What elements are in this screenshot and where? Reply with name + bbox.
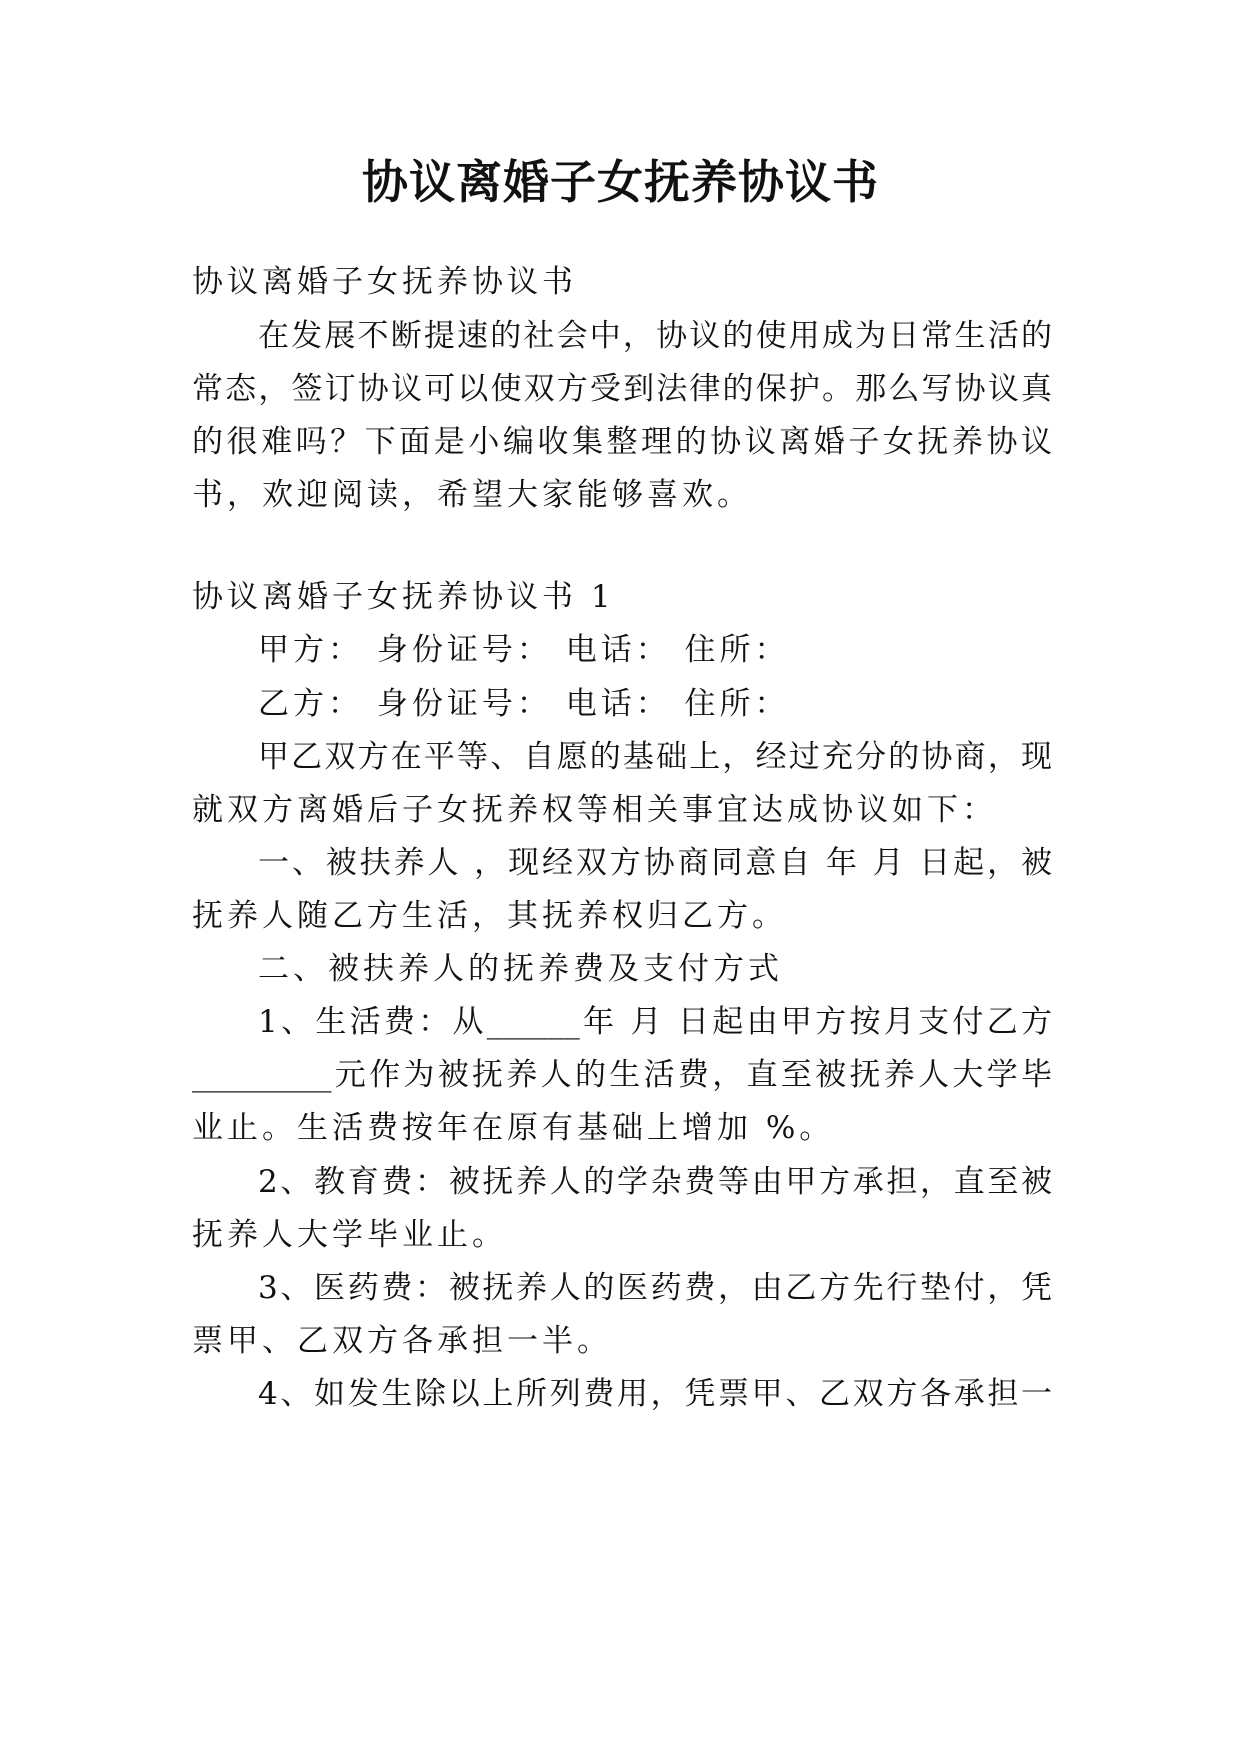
clause-line: 抚养人大学毕业止。	[192, 1217, 507, 1253]
party-b-line: 乙方： 身份证号： 电话： 住所：	[258, 686, 790, 722]
paragraph-line: 的很难吗？下面是小编收集整理的协议离婚子女抚养协议	[192, 424, 1052, 460]
clause-line: 一、被扶养人 ，现经双方协商同意自 年 月 日起，被	[258, 845, 1052, 881]
document-title: 协议离婚子女抚养协议书	[362, 155, 879, 209]
paragraph-line: 常态，签订协议可以使双方受到法律的保护。那么写协议真	[192, 371, 1052, 407]
paragraph-line: 就双方离婚后子女抚养权等相关事宜达成协议如下：	[192, 792, 997, 828]
section-heading: 协议离婚子女抚养协议书 1	[192, 579, 615, 615]
clause-line: 2、教育费：被抚养人的学杂费等由甲方承担，直至被	[258, 1164, 1052, 1200]
clause-line: _________元作为被抚养人的生活费，直至被抚养人大学毕	[192, 1057, 1052, 1093]
paragraph-line: 书，欢迎阅读，希望大家能够喜欢。	[192, 477, 752, 513]
subtitle: 协议离婚子女抚养协议书	[192, 264, 577, 300]
clause-line: 二、被扶养人的抚养费及支付方式	[258, 951, 783, 987]
paragraph-line: 在发展不断提速的社会中，协议的使用成为日常生活的	[258, 318, 1052, 354]
clause-line: 4、如发生除以上所列费用，凭票甲、乙双方各承担一	[258, 1376, 1052, 1412]
clause-line: 抚养人随乙方生活，其抚养权归乙方。	[192, 898, 787, 934]
clause-line: 票甲、乙双方各承担一半。	[192, 1323, 612, 1359]
party-a-line: 甲方： 身份证号： 电话： 住所：	[258, 632, 790, 668]
clause-line: 业止。生活费按年在原有基础上增加 %。	[192, 1110, 835, 1146]
paragraph-line: 甲乙双方在平等、自愿的基础上，经过充分的协商，现	[258, 739, 1052, 775]
clause-line: 1、生活费：从______年 月 日起由甲方按月支付乙方	[258, 1004, 1052, 1040]
clause-line: 3、医药费：被抚养人的医药费，由乙方先行垫付，凭	[258, 1270, 1052, 1306]
